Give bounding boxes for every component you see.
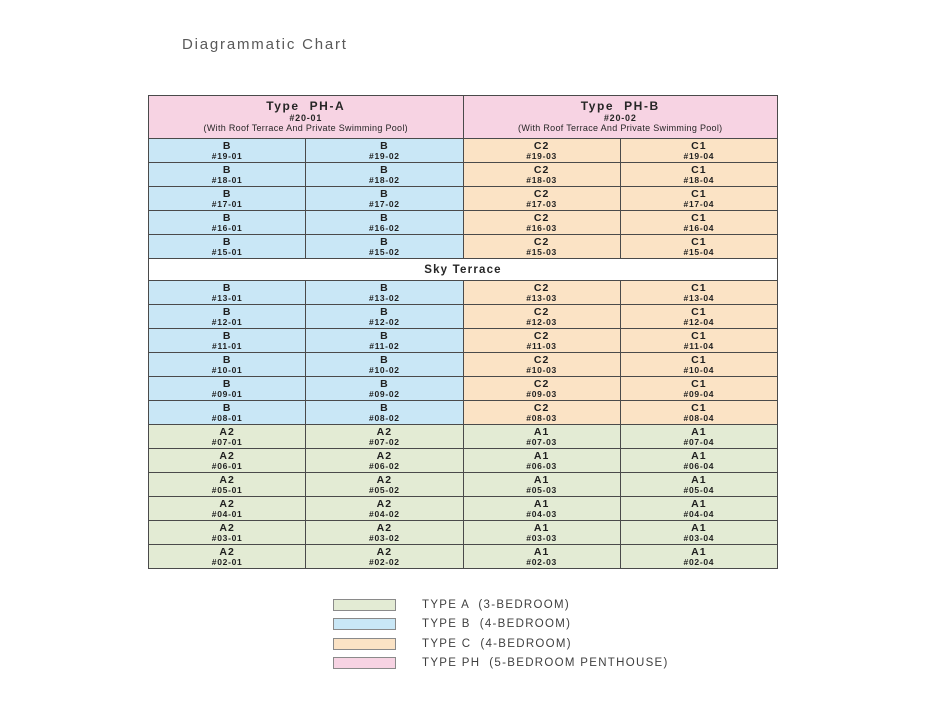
unit-type-label: C1 <box>691 305 707 318</box>
unit-type-label: B <box>222 377 232 390</box>
unit-type-label: A2 <box>376 449 393 462</box>
unit-cell <box>620 163 777 186</box>
penthouse-unit-number: #20-01 <box>289 112 323 123</box>
unit-cell <box>620 377 777 400</box>
unit-number-label: #04-03 <box>526 509 557 519</box>
unit-cell <box>463 187 620 210</box>
unit-number-label: #11-02 <box>369 341 400 351</box>
unit-type-label: B <box>222 187 232 200</box>
unit-number-label: #06-03 <box>526 461 557 471</box>
unit-type-label: B <box>222 329 232 342</box>
legend-swatch <box>333 657 396 669</box>
unit-number-label: #13-01 <box>211 293 243 303</box>
unit-type-label: A2 <box>376 521 393 534</box>
unit-cell <box>463 163 620 186</box>
floor-row <box>149 472 777 496</box>
floor-row <box>149 352 777 376</box>
unit-number-label: #18-02 <box>369 175 400 185</box>
unit-cell <box>149 401 305 424</box>
unit-cell <box>620 521 777 544</box>
unit-cell <box>149 235 305 258</box>
unit-type-label: C1 <box>691 187 707 200</box>
unit-number-label: #12-02 <box>369 317 400 327</box>
unit-cell <box>463 545 620 568</box>
unit-cell <box>305 545 462 568</box>
unit-cell <box>620 401 777 424</box>
unit-type-label: A2 <box>219 449 235 462</box>
unit-type-label: A1 <box>691 449 707 462</box>
unit-number-label: #17-01 <box>211 199 243 209</box>
unit-cell <box>463 449 620 472</box>
floor-row <box>149 328 777 352</box>
unit-number-label: #12-03 <box>526 317 557 327</box>
unit-type-label: C2 <box>533 305 550 318</box>
unit-number-label: #02-02 <box>369 557 400 567</box>
unit-number-label: #17-02 <box>369 199 400 209</box>
unit-type-label: B <box>222 353 232 366</box>
unit-number-label: #04-04 <box>683 509 715 519</box>
unit-cell <box>305 187 462 210</box>
unit-rows <box>149 138 777 568</box>
unit-type-label: C1 <box>691 235 707 248</box>
unit-cell <box>305 377 462 400</box>
penthouse-cell-ph-a <box>149 96 463 138</box>
unit-type-label: A1 <box>533 545 550 558</box>
unit-type-label: A1 <box>533 497 550 510</box>
floor-row <box>149 448 777 472</box>
unit-type-label: B <box>222 139 232 152</box>
unit-number-label: #06-02 <box>369 461 400 471</box>
legend-item <box>333 618 669 631</box>
unit-cell <box>305 473 462 496</box>
unit-type-label: C1 <box>691 353 707 366</box>
unit-cell <box>463 497 620 520</box>
unit-number-label: #16-01 <box>211 223 243 233</box>
unit-cell <box>620 425 777 448</box>
unit-number-label: #10-03 <box>526 365 557 375</box>
unit-type-label: A2 <box>376 473 393 486</box>
unit-number-label: #15-01 <box>211 247 243 257</box>
unit-number-label: #04-02 <box>369 509 400 519</box>
unit-type-label: B <box>380 377 389 390</box>
unit-type-label: A1 <box>691 545 707 558</box>
unit-cell <box>305 281 462 304</box>
unit-type-label: B <box>380 139 389 152</box>
unit-type-label: B <box>222 163 232 176</box>
unit-number-label: #08-02 <box>369 413 400 423</box>
unit-number-label: #02-03 <box>526 557 557 567</box>
unit-number-label: #18-03 <box>526 175 557 185</box>
legend-item <box>333 637 669 650</box>
unit-type-label: A1 <box>533 425 550 438</box>
unit-cell <box>149 139 305 162</box>
unit-type-label: B <box>380 329 389 342</box>
unit-type-label: C2 <box>533 353 550 366</box>
unit-type-label: B <box>380 211 389 224</box>
unit-type-label: C2 <box>533 235 550 248</box>
unit-number-label: #11-03 <box>526 341 557 351</box>
unit-number-label: #06-04 <box>683 461 715 471</box>
unit-cell <box>305 401 462 424</box>
legend <box>333 598 669 676</box>
unit-cell <box>620 329 777 352</box>
unit-type-label: C2 <box>533 377 550 390</box>
unit-number-label: #16-03 <box>526 223 557 233</box>
penthouse-cell-ph-b <box>463 96 778 138</box>
stack-plan-table <box>148 95 778 569</box>
unit-number-label: #07-01 <box>211 437 243 447</box>
legend-swatch <box>333 618 396 630</box>
unit-number-label: #15-02 <box>369 247 400 257</box>
floor-row <box>149 162 777 186</box>
unit-cell <box>620 211 777 234</box>
unit-number-label: #03-01 <box>211 533 243 543</box>
legend-label: TYPE PH (5-BEDROOM PENTHOUSE) <box>422 657 669 669</box>
unit-number-label: #19-03 <box>526 151 557 161</box>
unit-cell <box>620 235 777 258</box>
unit-type-label: A2 <box>376 425 393 438</box>
unit-cell <box>463 235 620 258</box>
unit-type-label: A2 <box>376 497 393 510</box>
floor-row <box>149 496 777 520</box>
unit-cell <box>149 521 305 544</box>
unit-type-label: A1 <box>691 497 707 510</box>
unit-type-label: A2 <box>219 473 235 486</box>
floor-row <box>149 210 777 234</box>
unit-number-label: #02-04 <box>683 557 715 567</box>
unit-cell <box>305 425 462 448</box>
unit-type-label: A2 <box>219 497 235 510</box>
unit-cell <box>305 329 462 352</box>
unit-type-label: A2 <box>219 545 235 558</box>
legend-label: TYPE A (3-BEDROOM) <box>422 598 571 611</box>
penthouse-note: (With Roof Terrace And Private Swimming Pool) <box>518 123 723 134</box>
sky-terrace-label: Sky Terrace <box>424 263 502 276</box>
unit-type-label: C2 <box>533 187 550 200</box>
unit-type-label: C1 <box>691 401 707 414</box>
unit-type-label: C2 <box>533 281 550 294</box>
unit-number-label: #08-03 <box>526 413 557 423</box>
legend-swatch <box>333 599 396 611</box>
penthouse-type-label: Type PH-A <box>266 99 346 114</box>
unit-number-label: #18-01 <box>211 175 243 185</box>
unit-number-label: #16-04 <box>683 223 715 233</box>
unit-number-label: #10-01 <box>211 365 243 375</box>
unit-number-label: #03-02 <box>369 533 400 543</box>
unit-type-label: A1 <box>533 521 550 534</box>
unit-number-label: #17-03 <box>526 199 557 209</box>
unit-number-label: #10-02 <box>369 365 400 375</box>
unit-type-label: B <box>222 401 232 414</box>
unit-type-label: B <box>380 401 389 414</box>
unit-number-label: #15-03 <box>526 247 557 257</box>
unit-type-label: B <box>222 281 232 294</box>
unit-cell <box>620 545 777 568</box>
unit-cell <box>305 449 462 472</box>
unit-cell <box>463 139 620 162</box>
unit-type-label: B <box>222 235 232 248</box>
unit-number-label: #03-04 <box>683 533 715 543</box>
sky-terrace-row <box>149 258 777 280</box>
legend-item <box>333 657 669 670</box>
floor-row <box>149 544 777 568</box>
unit-cell <box>305 163 462 186</box>
legend-label: TYPE B (4-BEDROOM) <box>422 618 572 630</box>
unit-type-label: A2 <box>219 521 235 534</box>
unit-cell <box>149 353 305 376</box>
unit-type-label: C1 <box>691 211 707 224</box>
unit-type-label: A1 <box>533 473 550 486</box>
unit-cell <box>305 521 462 544</box>
unit-type-label: B <box>380 187 389 200</box>
unit-type-label: C1 <box>691 281 707 294</box>
unit-number-label: #02-01 <box>211 557 243 567</box>
unit-type-label: C2 <box>533 401 550 414</box>
unit-number-label: #09-03 <box>526 389 557 399</box>
unit-cell <box>463 353 620 376</box>
unit-cell <box>463 521 620 544</box>
unit-cell <box>149 545 305 568</box>
unit-type-label: C1 <box>691 377 707 390</box>
unit-cell <box>305 305 462 328</box>
unit-type-label: B <box>380 281 389 294</box>
floor-row <box>149 234 777 258</box>
unit-cell <box>149 473 305 496</box>
unit-type-label: C2 <box>533 329 550 342</box>
unit-cell <box>149 281 305 304</box>
unit-cell <box>305 353 462 376</box>
unit-number-label: #11-04 <box>683 341 714 351</box>
floor-row <box>149 304 777 328</box>
unit-cell <box>463 377 620 400</box>
unit-number-label: #05-01 <box>211 485 243 495</box>
floor-row <box>149 400 777 424</box>
unit-cell <box>149 497 305 520</box>
unit-cell <box>149 425 305 448</box>
penthouse-type-label: Type PH-B <box>580 99 660 114</box>
unit-cell <box>305 139 462 162</box>
unit-number-label: #03-03 <box>526 533 557 543</box>
page-title: Diagrammatic Chart <box>182 36 348 53</box>
unit-number-label: #07-03 <box>526 437 557 447</box>
unit-type-label: B <box>380 353 389 366</box>
unit-number-label: #07-04 <box>683 437 715 447</box>
unit-number-label: #16-02 <box>369 223 400 233</box>
unit-type-label: B <box>380 235 389 248</box>
unit-number-label: #18-04 <box>683 175 715 185</box>
unit-type-label: C2 <box>533 211 550 224</box>
floor-row <box>149 280 777 304</box>
unit-cell <box>463 211 620 234</box>
unit-number-label: #08-04 <box>683 413 715 423</box>
unit-cell <box>463 305 620 328</box>
unit-cell <box>620 497 777 520</box>
unit-cell <box>620 305 777 328</box>
penthouse-header-row <box>149 96 777 138</box>
unit-cell <box>463 281 620 304</box>
unit-cell <box>149 305 305 328</box>
unit-cell <box>149 187 305 210</box>
unit-number-label: #06-01 <box>211 461 243 471</box>
unit-cell <box>620 353 777 376</box>
unit-type-label: B <box>222 305 232 318</box>
unit-type-label: C1 <box>691 163 707 176</box>
unit-type-label: C1 <box>691 329 707 342</box>
unit-type-label: B <box>222 211 232 224</box>
unit-type-label: A1 <box>691 425 707 438</box>
unit-cell <box>149 377 305 400</box>
floor-row <box>149 186 777 210</box>
unit-number-label: #15-04 <box>683 247 715 257</box>
unit-cell <box>620 139 777 162</box>
unit-cell <box>620 449 777 472</box>
unit-number-label: #12-04 <box>683 317 715 327</box>
legend-label: TYPE C (4-BEDROOM) <box>422 637 572 650</box>
penthouse-unit-number: #20-02 <box>603 112 637 123</box>
unit-cell <box>305 211 462 234</box>
unit-type-label: C1 <box>691 139 707 152</box>
unit-cell <box>463 401 620 424</box>
unit-type-label: C2 <box>533 163 550 176</box>
unit-number-label: #04-01 <box>211 509 243 519</box>
unit-number-label: #09-02 <box>369 389 400 399</box>
unit-number-label: #11-01 <box>212 341 243 351</box>
floor-row <box>149 520 777 544</box>
unit-cell <box>149 329 305 352</box>
unit-type-label: C2 <box>533 139 550 152</box>
unit-cell <box>149 211 305 234</box>
unit-type-label: A2 <box>376 545 393 558</box>
unit-type-label: A2 <box>219 425 235 438</box>
unit-cell <box>620 281 777 304</box>
unit-type-label: A1 <box>691 473 707 486</box>
unit-cell <box>149 163 305 186</box>
unit-number-label: #08-01 <box>211 413 243 423</box>
unit-number-label: #05-02 <box>369 485 400 495</box>
unit-cell <box>305 497 462 520</box>
floor-row <box>149 424 777 448</box>
unit-number-label: #12-01 <box>211 317 243 327</box>
floor-row <box>149 376 777 400</box>
floor-row <box>149 138 777 162</box>
unit-number-label: #09-04 <box>683 389 715 399</box>
unit-number-label: #19-01 <box>211 151 243 161</box>
unit-number-label: #05-04 <box>683 485 715 495</box>
unit-cell <box>620 473 777 496</box>
legend-swatch <box>333 638 396 650</box>
unit-number-label: #13-04 <box>683 293 715 303</box>
unit-number-label: #13-03 <box>526 293 557 303</box>
unit-type-label: B <box>380 305 389 318</box>
unit-number-label: #19-04 <box>683 151 715 161</box>
unit-cell <box>620 187 777 210</box>
unit-type-label: A1 <box>533 449 550 462</box>
unit-cell <box>149 449 305 472</box>
unit-cell <box>463 329 620 352</box>
unit-number-label: #19-02 <box>369 151 400 161</box>
unit-number-label: #09-01 <box>211 389 243 399</box>
unit-number-label: #17-04 <box>683 199 715 209</box>
unit-type-label: B <box>380 163 389 176</box>
unit-cell <box>305 235 462 258</box>
penthouse-note: (With Roof Terrace And Private Swimming Pool) <box>203 123 408 134</box>
unit-number-label: #13-02 <box>369 293 400 303</box>
unit-type-label: A1 <box>691 521 707 534</box>
unit-number-label: #05-03 <box>526 485 557 495</box>
legend-item <box>333 598 669 611</box>
unit-cell <box>463 473 620 496</box>
unit-cell <box>463 425 620 448</box>
unit-number-label: #07-02 <box>369 437 400 447</box>
unit-number-label: #10-04 <box>683 365 715 375</box>
